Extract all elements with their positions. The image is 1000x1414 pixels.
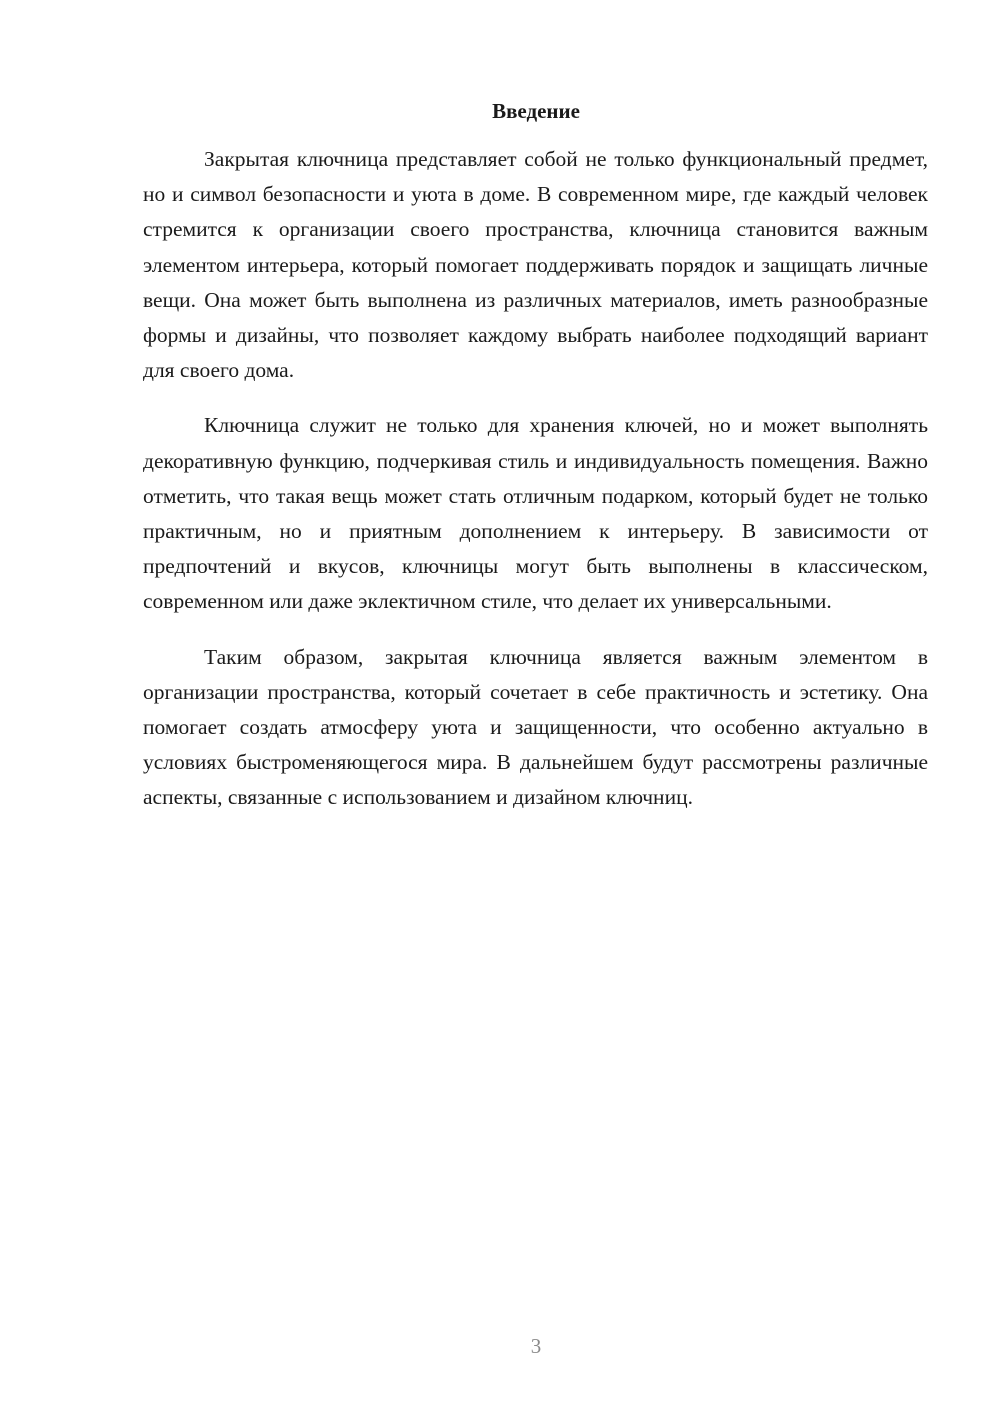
section-title: Введение [492, 99, 580, 123]
paragraph-2: Ключница служит не только для хранения ключей, но и может выполнять декоративную функцию, подчеркивая стиль и индивидуальность помещения. Важно отметить, что такая вещь может стать отличным подарком, который будет не только практичным, но и приятным дополнением к интерьеру. В зависимости от предпочтений и вкусов, ключницы могут быть выполнены в классическом, современном или даже эклектичном стиле, что делает их универсальными. [143, 413, 928, 614]
page-number: 3 [530, 1334, 542, 1358]
body-text [143, 142, 928, 836]
paragraph-3: Таким образом, закрытая ключница является важным элементом в организации пространства, который сочетает в себе практичность и эстетику. Она помогает создать атмосферу уюта и защищенности, что особенно актуально в условиях быстроменяющегося мира. В дальнейшем будут рассмотрены различные аспекты, связанные с использованием и дизайном ключниц. [143, 644, 928, 810]
paragraph-1: Закрытая ключница представляет собой не только функциональный предмет, но и символ безопасности и уюта в доме. В современном мире, где каждый человек стремится к организации своего пространства, ключница становится важным элементом интерьера, который помогает поддерживать порядок и защищать личные вещи. Она может быть выполнена из различных материалов, иметь разнообразные формы и дизайны, что позволяет каждому выбрать наиболее подходящий вариант для своего дома. [143, 147, 928, 383]
